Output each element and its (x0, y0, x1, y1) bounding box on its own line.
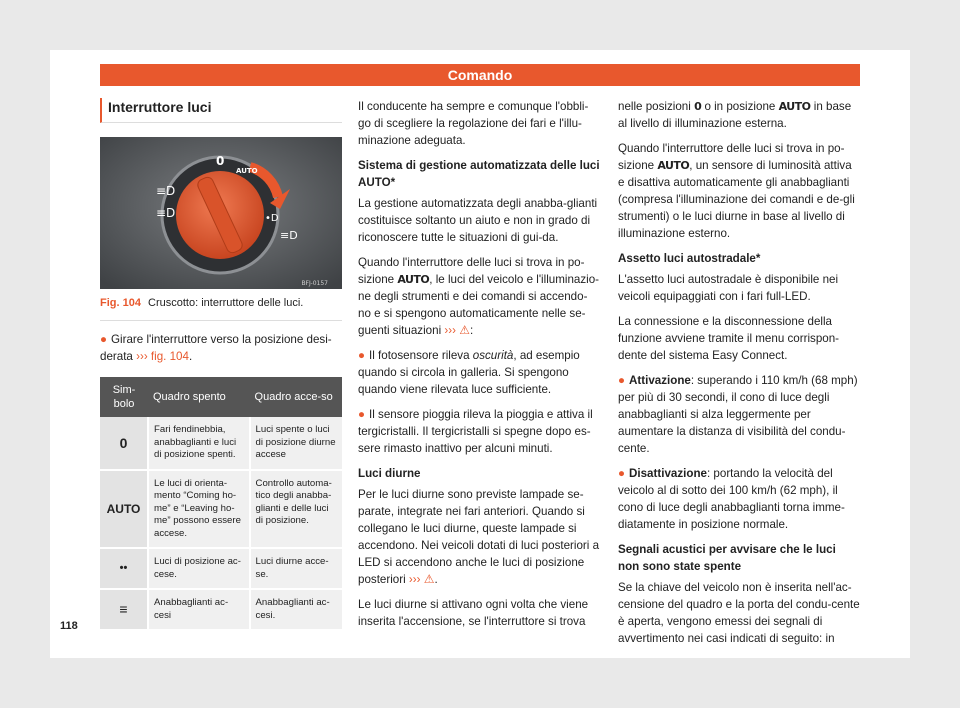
bullet-icon: ● (618, 374, 626, 387)
auto-symbol: AUTO (657, 159, 690, 172)
svg-text:•D: •D (265, 213, 279, 224)
figure-caption (100, 295, 342, 321)
column-1 (100, 98, 342, 631)
figure-light-switch (100, 137, 342, 289)
figure-link[interactable]: fig. 104 (147, 350, 189, 363)
bullet-icon: ● (358, 349, 366, 362)
light-switch-table (100, 377, 342, 631)
figure-caption-text: Cruscotto: interruttore delle luci. (148, 297, 304, 309)
heading-highway-lights: Assetto luci autostradale* (618, 252, 761, 265)
cross-ref-arrow: ››› (136, 350, 148, 363)
auto-symbol: AUTO (397, 273, 430, 286)
bullet-icon: ● (358, 408, 366, 421)
section-title: Interruttore luci (100, 98, 342, 123)
auto-symbol: AUTO (778, 100, 811, 113)
symbol-zero: 0 (100, 417, 148, 470)
bullet-icon: ● (618, 467, 626, 480)
table-row: 0 Fari fendinebbia, anabbaglianti e luci di posizione spenti. Luci spente o luci di posizione diurne accese (100, 417, 342, 470)
svg-text:≡D: ≡D (280, 229, 298, 242)
table-header-off: Quadro spento (148, 377, 250, 417)
table-row: AUTO Le luci di orienta-mento “Coming ho-me” e “Leaving ho-me” possono essere accese. Controllo automa-tico degli anabba-glianti e delle luci di posizione. (100, 470, 342, 549)
instruction: ● Girare l'interruttore verso la posizione desi-derata ››› fig. 104. (100, 333, 332, 363)
zero-symbol: 0 (694, 100, 702, 113)
bullet-icon: ● (100, 333, 108, 346)
cross-ref-arrow: ››› (444, 324, 456, 337)
symbol-auto: AUTO (100, 470, 148, 549)
column-2: Il conducente ha sempre e comunque l'obbli-go di scegliere la regolazione dei fari e l'illu-minazione adeguata. Sistema di gestione automatizzata delle luci AUTO* La gestione automatizzata degli anabba-glianti costituisce soltanto un aiuto e non in grado di riconoscere tutte le situazioni di gui-da. Quando l'interruttore delle luci si trova in po-sizione AUTO, le luci del veicolo e l'illuminazio-ne degli strumenti e dei comandi si accendo-no e si spengono automaticamente nelle se-guenti situazioni ››› ⚠: ● Il fotosensore rileva oscurità, ad esempio quando si circola in galleria. Si spengono quando viene rilevata luce sufficiente. ● Il sensore pioggia rileva la pioggia e attiva il tergicristalli. Il tergicristalli si spegne dopo es-sere rimasto inattivo per alcuni minuti. Luci diurne Per le luci diurne sono previste lampade se-parate, integrate nei fari anteriori. Quando si collegano le luci diurne, queste lampade si accendono. Nei veicoli dotati di luci posteriori a LED si accendono anche le luci di posizione posteriori ››› ⚠. Le luci diurne si attivano ogni volta che viene inserita l'accensione, se l'interruttore si trova (358, 100, 600, 628)
page-number: 118 (60, 620, 78, 632)
warning-icon[interactable]: ⚠ (459, 323, 470, 337)
heading-auto-lights: Sistema di gestione automatizzata delle luci AUTO* (358, 159, 600, 189)
chapter-banner: Comando (100, 64, 860, 86)
position-lights-icon: •• (100, 548, 148, 589)
dial-label-zero: 0 (216, 154, 225, 168)
figure-number: Fig. 104 (100, 297, 141, 309)
low-beam-icon: ≡ (100, 589, 148, 630)
svg-text:≡D: ≡D (156, 184, 176, 198)
table-header-on: Quadro acce-so (250, 377, 342, 417)
svg-text:≡D: ≡D (156, 206, 176, 220)
warning-icon[interactable]: ⚠ (423, 572, 435, 586)
column-3: nelle posizioni 0 o in posizione AUTO in base al livello di illuminazione esterna. Quando l'interruttore delle luci si trova in po-sizione AUTO, un sensore di luminosità attiva e disattiva automaticamente gli anabbaglianti (compresa l'illuminazione dei comandi e de-gli strumenti) o le luci diurne in base al livello di illuminazione esterno. Assetto luci autostradale* L'assetto luci autostradale è disponibile nei veicoli equipaggiati con i fari full-LED. La connessione e la disconnessione della funzione avviene tramite il menu corrispon-dente del sistema Easy Connect. ● Attivazione: superando i 110 km/h (68 mph) per più di 30 secondi, il cono di luce degli anabbaglianti si alza leggermente per aumentare la distanza di visibilità del condu-cente. ● Disattivazione: portando la velocità del veicolo al di sotto dei 100 km/h (62 mph), il cono di luce degli anabbaglianti torna imme-diatamente in posizione normale. Segnali acustici per avvisare che le luci non sono state spente Se la chiave del veicolo non è inserita nell'ac-censione del quadro e la porta del condu-cente è aperta, vengono emessi dei segnali di avvertimento nei casi indicati di seguito: in (618, 100, 860, 645)
heading-daytime-lights: Luci diurne (358, 467, 421, 480)
cross-ref-arrow: ››› (408, 573, 421, 586)
table-header-symbol: Sim-bolo (100, 377, 148, 417)
light-switch-illustration (100, 137, 342, 289)
table-row: •• Luci di posizione ac-cese. Luci diurne acce-se. (100, 548, 342, 589)
heading-acoustic-signals: Segnali acustici per avvisare che le luci non sono state spente (618, 543, 836, 573)
figure-code: BFJ-0157 (301, 280, 328, 287)
dial-label-auto: AUTO (236, 167, 258, 175)
table-row: ≡ Anabbaglianti ac-cesi Anabbaglianti ac-cesi. (100, 589, 342, 630)
